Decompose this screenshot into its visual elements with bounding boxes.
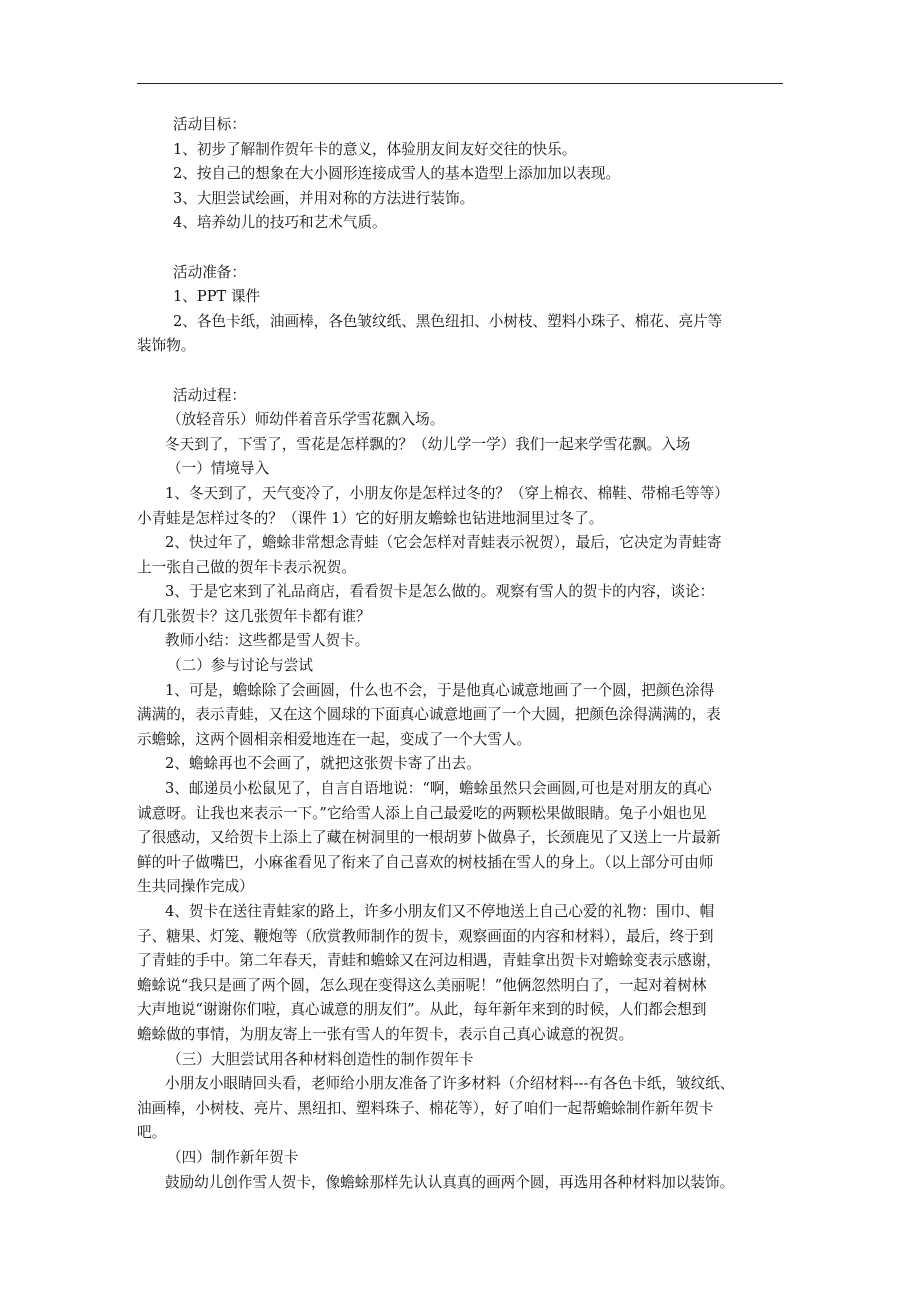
prep-item-1: 1、PPT 课件: [173, 288, 261, 306]
teacher-summary: 教师小结：这些都是雪人贺卡。: [165, 632, 370, 650]
process-line: 鼓励幼儿创作雪人贺卡，像蟾蜍那样先认认真真的画两个圆，再选用各种材料加以装饰。: [165, 1173, 735, 1191]
section-heading-4: （四）制作新年贺卡: [167, 1148, 299, 1166]
process-line: 上一张自己做的贺年卡表示祝贺。: [137, 558, 356, 576]
process-line: 鲜的叶子做嘴巴，小麻雀看见了衔来了自己喜欢的树枝插在雪人的身上。（以上部分可由师: [137, 853, 714, 871]
process-line: 3、邮递员小松鼠见了，自言自语地说：“啊，蟾蜍虽然只会画圆,可也是对朋友的真心: [165, 780, 712, 798]
document-body: [137, 113, 797, 1195]
goal-item-3: 3、大胆尝试绘画，并用对称的方法进行装饰。: [173, 189, 475, 207]
process-line: 2、蟾蜍再也不会画了，就把这张贺卡寄了出去。: [165, 755, 481, 773]
process-line: 4、贺卡在送往青蛙家的路上，许多小朋友们又不停地送上自己心爱的礼物：围巾、帽: [165, 903, 715, 920]
process-line: 小朋友小眼睛回头看，老师给小朋友准备了许多材料（介绍材料---有各色卡纸，皱纹纸、: [165, 1075, 735, 1093]
process-line: 1、冬天到了，天气变冷了，小朋友你是怎样过冬的？（穿上棉衣、棉鞋、带棉毛等等）: [165, 484, 729, 502]
process-line: 生共同操作完成）: [137, 878, 254, 896]
process-line: 2、快过年了，蟾蜍非常想念青蛙（它会怎样对青蛙表示祝贺），最后，它决定为青蛙寄: [165, 534, 722, 552]
process-line: 吧。: [137, 1124, 167, 1142]
process-line: 蟾蜍做的事情，为朋友寄上一张有雪人的年贺卡，表示自己真心诚意的祝贺。: [137, 1025, 634, 1043]
prep-item-2-cont: 装饰物。: [137, 337, 196, 355]
section-heading-2: （二）参与讨论与尝试: [167, 657, 313, 675]
prep-heading: 活动准备：: [173, 263, 246, 281]
process-line: 有几张贺卡？这几张贺年卡都有谁？: [137, 607, 371, 625]
process-line: 子、糖果、灯笼、鞭炮等（欣赏教师制作的贺卡，观察画面的内容和材料），最后，终于到: [137, 927, 714, 945]
process-heading: 活动过程：: [173, 386, 246, 404]
process-line: 油画棒，小树枝、亮片、黑纽扣、塑料珠子、棉花等），好了咱们一起帮蟾蜍制作新年贺卡: [137, 1099, 714, 1117]
section-heading-1: （一）情境导入: [167, 460, 270, 478]
process-line: 了青蛙的手中。第二年春天，青蛙和蟾蜍又在河边相遇，青蛙拿出贺卡对蟾蜍变表示感谢，: [137, 952, 721, 970]
process-line: 蟾蜍说“我只是画了两个圆，怎么现在变得这么美丽呢！”他俩忽然明白了，一起对着树林: [137, 976, 707, 994]
prep-item-2: 2、各色卡纸，油画棒，各色皱纹纸、黑色纽扣、小树枝、塑料小珠子、棉花、亮片等: [173, 312, 723, 330]
goal-item-2: 2、按自己的想象在大小圆形连接成雪人的基本造型上添加加以表现。: [173, 165, 621, 183]
process-line: （放轻音乐）师幼伴着音乐学雪花飘入场。: [167, 411, 445, 429]
process-line: 小青蛙是怎样过冬的？（课件 1）它的好朋友蟾蜍也钻进地洞里过冬了。: [137, 509, 604, 527]
process-line: 1、可是，蟾蜍除了会画圆，什么也不会，于是他真心诚意地画了一个圆，把颜色涂得: [165, 681, 715, 699]
section-heading-3: （三）大胆尝试用各种材料创造性的制作贺年卡: [167, 1050, 474, 1068]
process-line: 冬天到了，下雪了，雪花是怎样飘的？（幼儿学一学）我们一起来学雪花飘。入场: [165, 435, 691, 453]
process-line: 诚意呀。让我也来表示一下。”它给雪人添上自己最爱吃的两颗松果做眼睛。兔子小姐也见: [137, 804, 707, 822]
header-rule: [137, 83, 783, 84]
goal-item-1: 1、初步了解制作贺年卡的意义，体验朋友间友好交往的快乐。: [173, 140, 577, 158]
process-line: 大声地说“谢谢你们啦，真心诚意的朋友们”。从此，每年新年来到的时候，人们都会想到: [137, 1001, 707, 1019]
process-line: 满满的，表示青蛙，又在这个圆球的下面真心诚意地画了一个大圆，把颜色涂得满满的，表: [137, 706, 721, 724]
process-line: 了很感动，又给贺卡上添上了藏在树洞里的一根胡萝卜做鼻子，长颈鹿见了又送上一片最新: [137, 829, 721, 847]
process-line: 示蟾蜍，这两个圆相亲相爱地连在一起，变成了一个大雪人。: [137, 730, 532, 748]
goal-heading: 活动目标：: [173, 116, 246, 133]
process-line: 3、于是它来到了礼品商店，看看贺卡是怎么做的。观察有雪人的贺卡的内容，谈论：: [165, 583, 715, 601]
goal-item-4: 4、培养幼儿的技巧和艺术气质。: [173, 214, 387, 232]
